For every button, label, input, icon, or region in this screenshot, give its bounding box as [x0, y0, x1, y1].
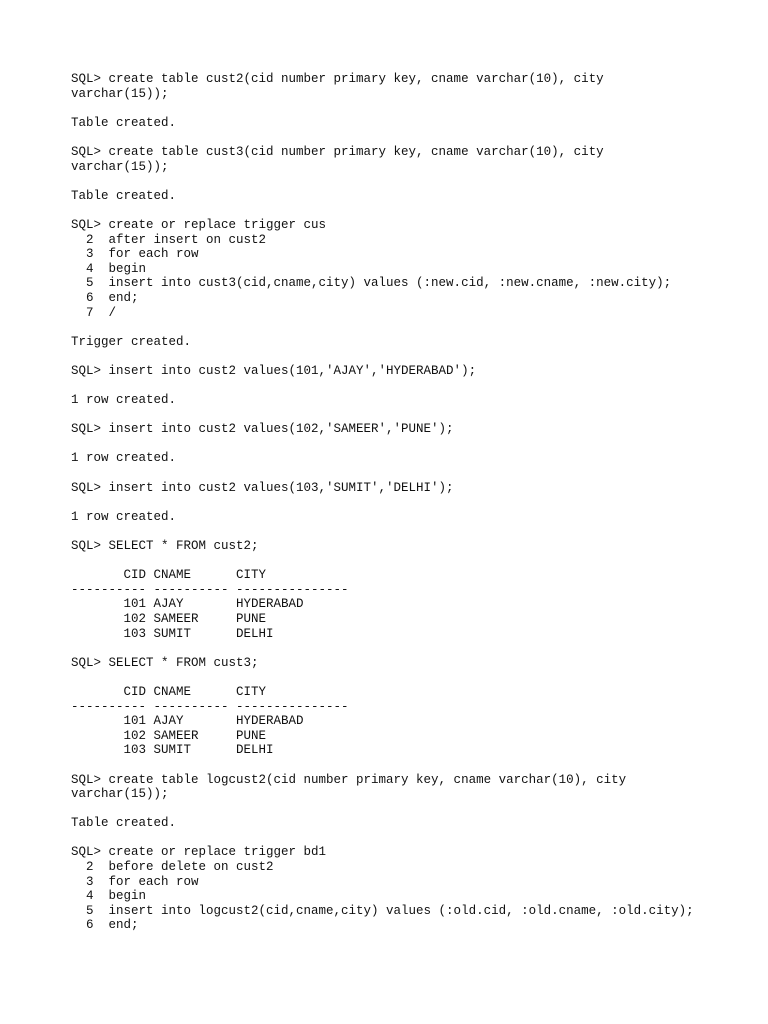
- transcript-line: 6 end;: [71, 290, 139, 305]
- transcript-line: 3 for each row: [71, 874, 199, 889]
- transcript-line: varchar(15));: [71, 86, 169, 101]
- transcript-line: SQL> insert into cust2 values(101,'AJAY','HYDERABAD');: [71, 363, 477, 378]
- transcript-line: 5 insert into cust3(cid,cname,city) values (:new.cid, :new.cname, :new.city);: [71, 276, 672, 291]
- transcript-line: SQL> create or replace trigger cus: [71, 217, 327, 232]
- transcript-line: 7 /: [71, 305, 117, 320]
- transcript-line: Table created.: [71, 816, 177, 831]
- transcript-line: [71, 101, 751, 116]
- transcript-line: 5 insert into logcust2(cid,cname,city) values (:old.cid, :old.cname, :old.city);: [71, 903, 694, 918]
- transcript-line: SQL> SELECT * FROM cust3;: [71, 655, 259, 670]
- transcript-line: 103 SUMIT DELHI: [71, 743, 274, 758]
- transcript-line: [71, 437, 751, 452]
- transcript-line: 1 row created.: [71, 393, 177, 408]
- transcript-line: [71, 831, 751, 846]
- transcript-line: varchar(15));: [71, 159, 169, 174]
- transcript-line: CID CNAME CITY: [71, 568, 267, 583]
- transcript-line: [71, 670, 751, 685]
- transcript-line: CID CNAME CITY: [71, 684, 267, 699]
- transcript-line: [71, 320, 751, 335]
- transcript-line: SQL> create table cust2(cid number primary key, cname varchar(10), city: [71, 72, 604, 86]
- transcript-line: SQL> insert into cust2 values(102,'SAMEER','PUNE');: [71, 422, 454, 437]
- transcript-line: [71, 554, 751, 569]
- transcript-line: [71, 641, 751, 656]
- transcript-line: [71, 524, 751, 539]
- transcript-line: 1 row created.: [71, 509, 177, 524]
- transcript-line: 102 SAMEER PUNE: [71, 611, 267, 626]
- transcript-line: 4 begin: [71, 889, 147, 904]
- transcript-line: [71, 495, 751, 510]
- transcript-line: [71, 174, 751, 189]
- transcript-line: 2 before delete on cust2: [71, 860, 274, 875]
- transcript-line: [71, 802, 751, 817]
- transcript-line: Table created.: [71, 115, 177, 130]
- transcript-line: Table created.: [71, 188, 177, 203]
- transcript-line: [71, 758, 751, 773]
- transcript-line: [71, 466, 751, 481]
- transcript-line: SQL> insert into cust2 values(103,'SUMIT','DELHI');: [71, 480, 454, 495]
- transcript-line: 1 row created.: [71, 451, 177, 466]
- transcript-line: ---------- ---------- ---------------: [71, 699, 349, 714]
- transcript-line: 6 end;: [71, 918, 139, 933]
- transcript-line: Trigger created.: [71, 334, 192, 349]
- transcript-line: [71, 130, 751, 145]
- transcript-line: 2 after insert on cust2: [71, 232, 267, 247]
- transcript-line: [71, 408, 751, 423]
- transcript-line: 101 AJAY HYDERABAD: [71, 714, 304, 729]
- transcript-line: 101 AJAY HYDERABAD: [71, 597, 304, 612]
- transcript-line: 102 SAMEER PUNE: [71, 728, 267, 743]
- transcript-line: SQL> create table cust3(cid number primary key, cname varchar(10), city: [71, 144, 604, 159]
- transcript-line: ---------- ---------- ---------------: [71, 582, 349, 597]
- transcript-line: [71, 203, 751, 218]
- transcript-line: SQL> create or replace trigger bd1: [71, 845, 327, 860]
- transcript-line: [71, 349, 751, 364]
- transcript-line: [71, 378, 751, 393]
- transcript-line: SQL> SELECT * FROM cust2;: [71, 539, 259, 553]
- transcript-line: 4 begin: [71, 261, 147, 276]
- sql-session-transcript: [71, 72, 751, 933]
- transcript-line: 103 SUMIT DELHI: [71, 626, 274, 641]
- transcript-line: SQL> create table logcust2(cid number primary key, cname varchar(10), city: [71, 772, 627, 787]
- transcript-line: 3 for each row: [71, 247, 199, 262]
- transcript-line: varchar(15));: [71, 787, 169, 802]
